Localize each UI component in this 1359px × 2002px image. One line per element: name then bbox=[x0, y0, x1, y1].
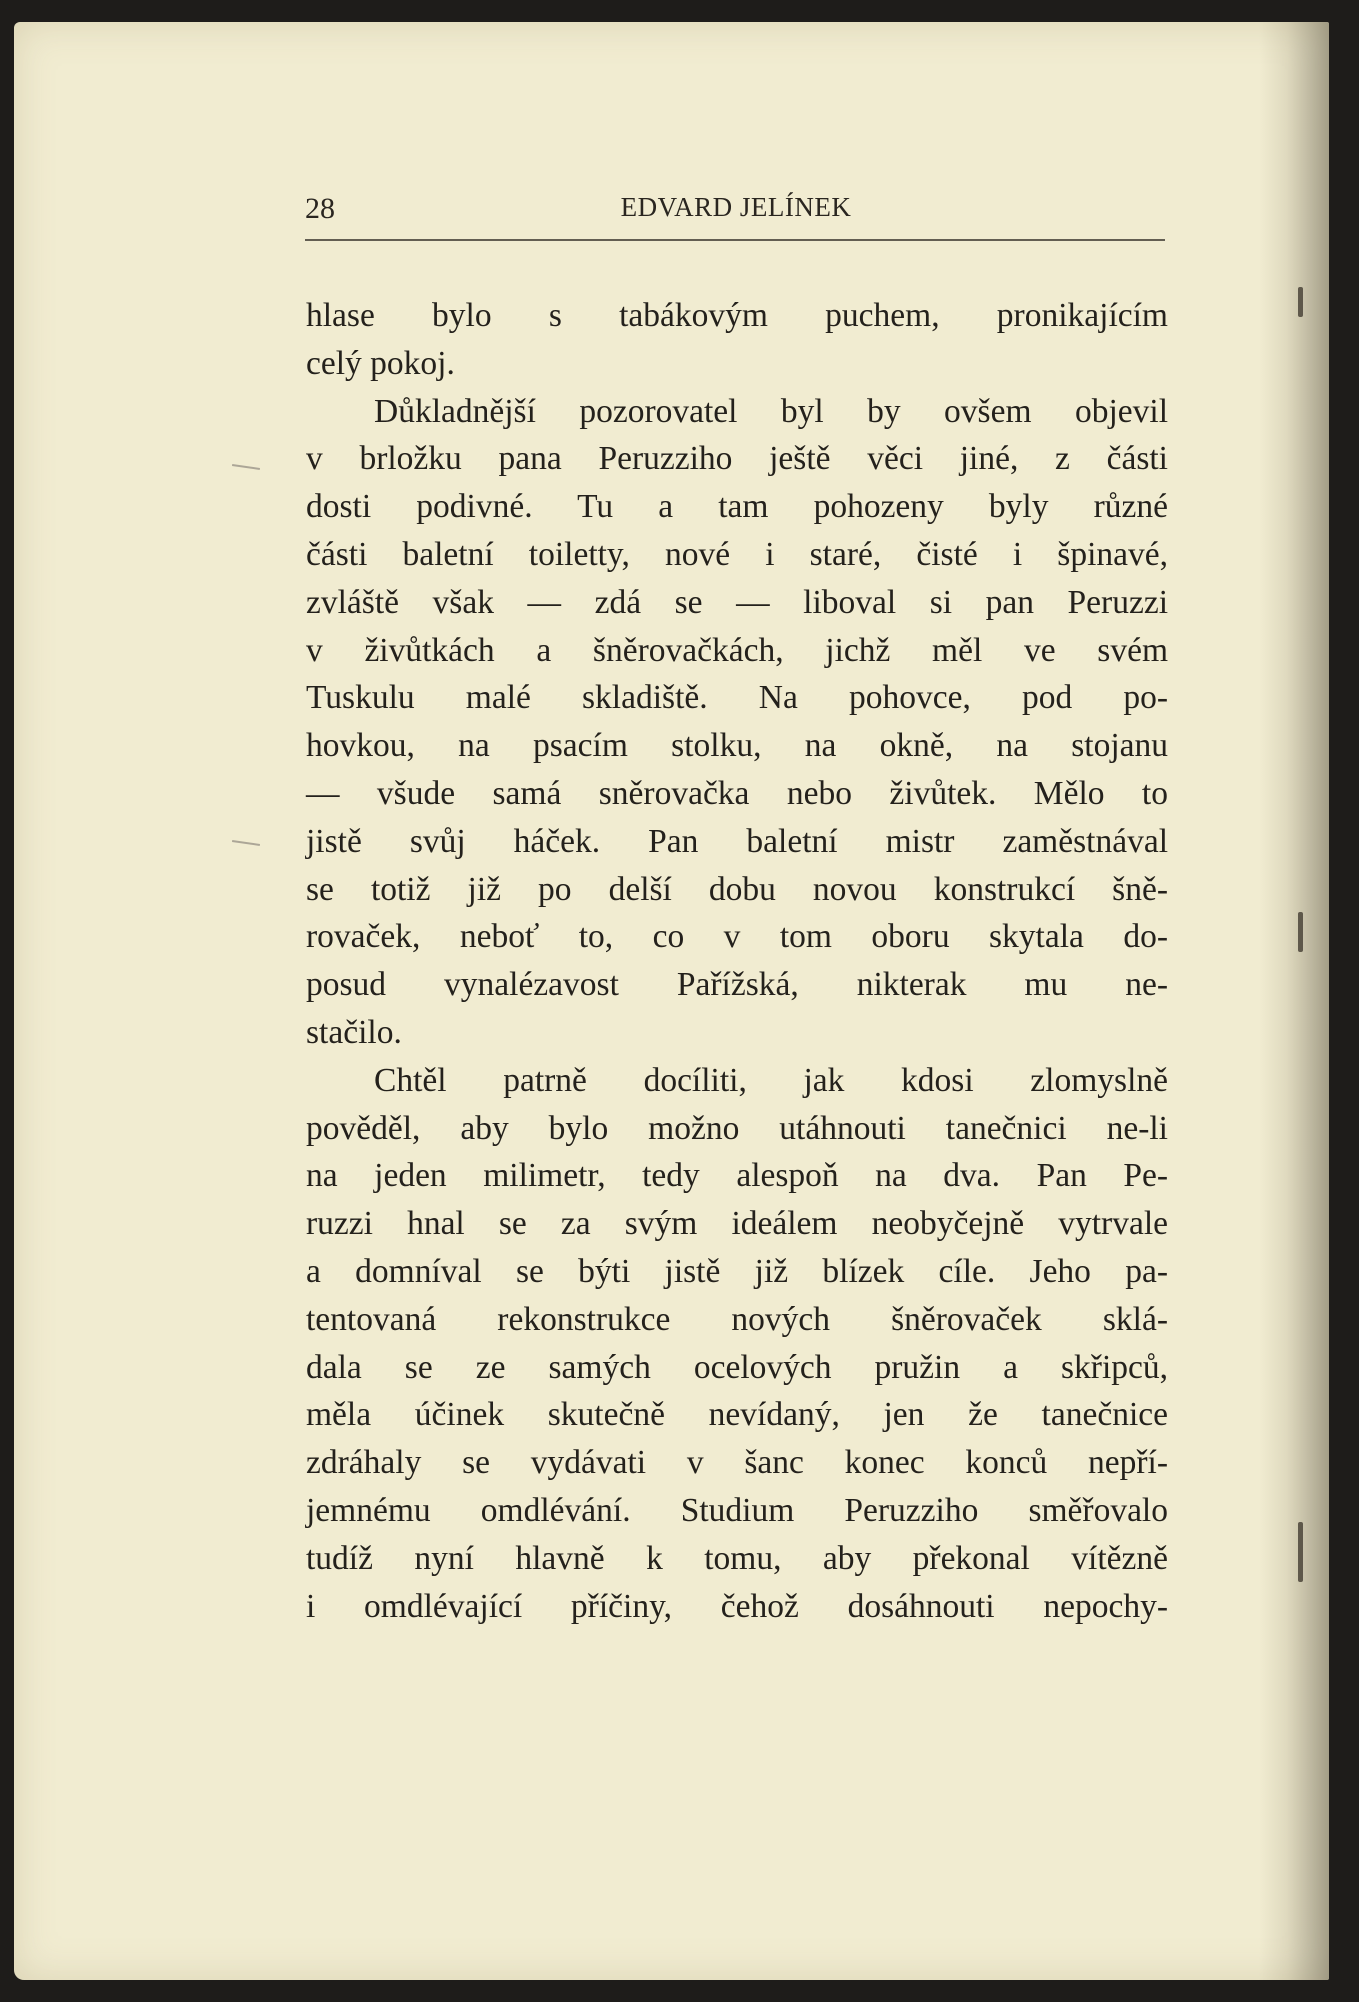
text-line: rovaček, neboť to, co v tom oboru skytala do- bbox=[306, 918, 1168, 956]
gutter-mark bbox=[1298, 1522, 1303, 1582]
page-number: 28 bbox=[305, 192, 335, 225]
text-line: dosti podivné. Tu a tam pohozeny byly různé bbox=[306, 488, 1168, 526]
text-line: hovkou, na psacím stolku, na okně, na stojanu bbox=[306, 727, 1168, 765]
text-line: dala se ze samých ocelových pružin a skřipců, bbox=[306, 1348, 1168, 1386]
header-rule bbox=[305, 239, 1165, 241]
text-line: jistě svůj háček. Pan baletní mistr zaměstnával bbox=[306, 822, 1168, 860]
text-line: zdráhaly se vydávati v šanc konec konců nepří- bbox=[306, 1444, 1168, 1482]
text-line: v brložku pana Peruzziho ještě věci jiné, z části bbox=[306, 440, 1168, 478]
text-line: stačilo. bbox=[306, 1013, 402, 1051]
running-header bbox=[305, 188, 1167, 238]
text-line: celý pokoj. bbox=[306, 344, 455, 382]
text-line: části baletní toiletty, nové i staré, čisté i špinavé, bbox=[306, 535, 1168, 573]
text-line: na jeden milimetr, tedy alespoň na dva. Pan Pe- bbox=[306, 1157, 1168, 1195]
text-line: pověděl, aby bylo možno utáhnouti tanečnici ne-li bbox=[306, 1109, 1168, 1147]
page-gutter-shadow bbox=[1259, 22, 1329, 1980]
text-line: Tuskulu malé skladiště. Na pohovce, pod po- bbox=[306, 679, 1168, 717]
text-line: hlase bylo s tabákovým puchem, pronikajícím bbox=[306, 297, 1168, 334]
text-line: jemnému omdlévání. Studium Peruzziho směřovalo bbox=[306, 1491, 1168, 1529]
text-line: zvláště však — zdá se — liboval si pan Peruzzi bbox=[306, 583, 1168, 621]
text-line: tudíž nyní hlavně k tomu, aby překonal vítězně bbox=[306, 1539, 1168, 1577]
text-line: Chtěl patrně docíliti, jak kdosi zlomyslně bbox=[374, 1061, 1168, 1099]
text-line: tentovaná rekonstrukce nových šněrovaček sklá- bbox=[306, 1300, 1168, 1338]
text-line: v živůtkách a šněrovačkách, jichž měl ve svém bbox=[306, 631, 1168, 669]
text-line: i omdlévající příčiny, čehož dosáhnouti nepochy- bbox=[306, 1587, 1168, 1625]
text-line: Důkladnější pozorovatel byl by ovšem objevil bbox=[374, 392, 1168, 430]
text-line: měla účinek skutečně nevídaný, jen že tanečnice bbox=[306, 1396, 1168, 1434]
text-line: ruzzi hnal se za svým ideálem neobyčejně vytrvale bbox=[306, 1205, 1168, 1243]
text-line: posud vynalézavost Pařížská, nikterak mu ne- bbox=[306, 966, 1168, 1004]
text-line: se totiž již po delší dobu novou konstrukcí šně- bbox=[306, 870, 1168, 908]
running-title: EDVARD JELÍNEK bbox=[620, 192, 852, 222]
gutter-mark bbox=[1298, 287, 1303, 317]
gutter-mark bbox=[1298, 912, 1303, 952]
text-line: a domníval se býti jistě již blízek cíle. Jeho pa- bbox=[306, 1252, 1168, 1290]
text-line: — všude samá sněrovačka nebo živůtek. Mělo to bbox=[306, 774, 1168, 812]
body-text bbox=[306, 292, 1168, 1630]
